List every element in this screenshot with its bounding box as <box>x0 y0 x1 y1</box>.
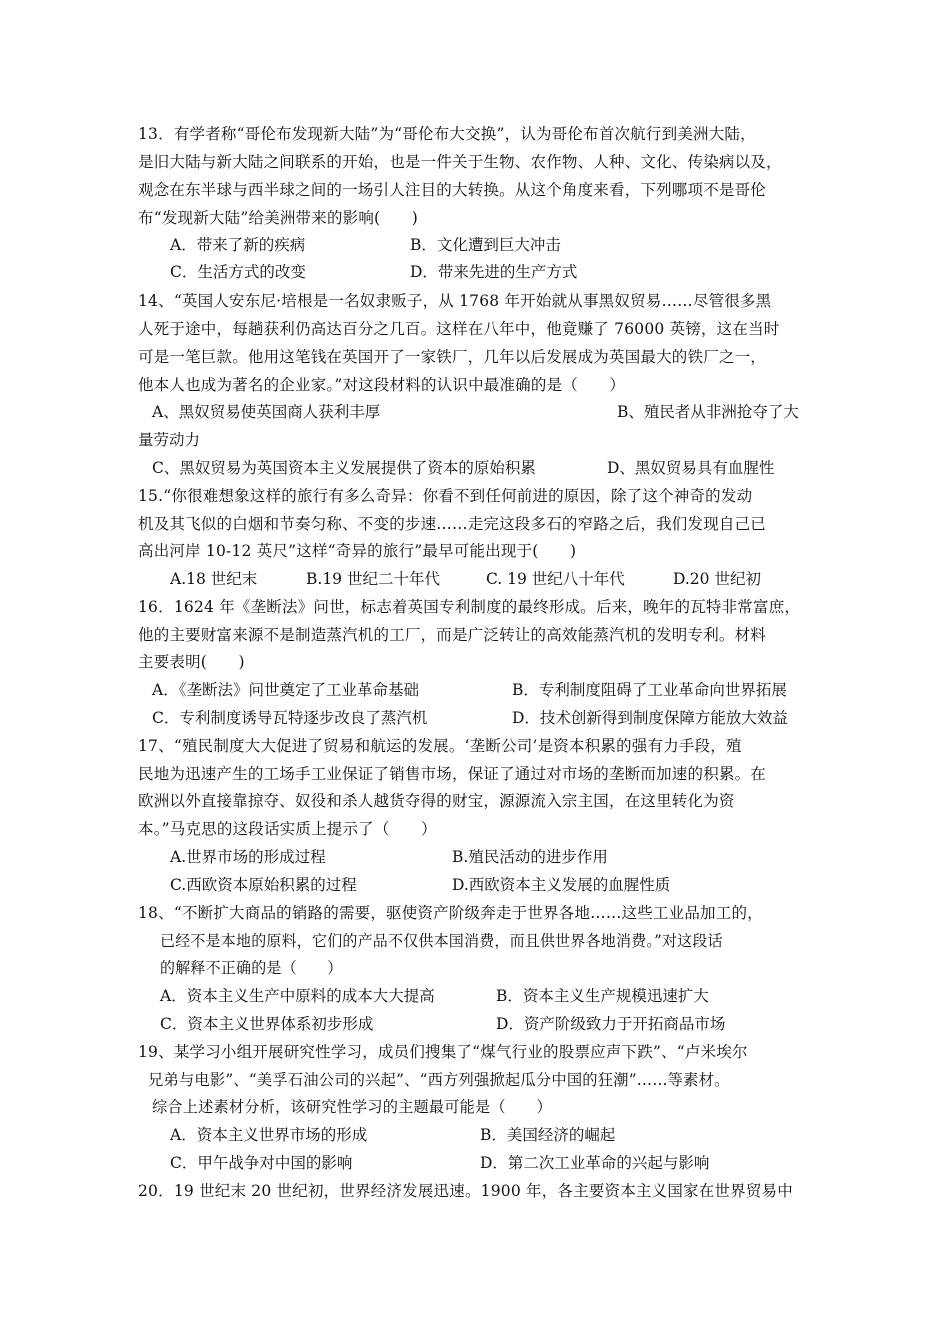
q19-option-d: D．第二次工业革命的兴起与影响 <box>480 1154 710 1172</box>
q17-option-b: B.殖民活动的进步作用 <box>452 848 608 866</box>
q13-line-2: 是旧大陆与新大陆之间联系的开始，也是一件关于生物、农作物、人种、文化、传染病以及， <box>138 153 782 171</box>
q15-line-2: 机及其飞似的白烟和节奏匀称、不变的步速……走完这段多石的窄路之后，我们发现自己已 <box>138 515 767 533</box>
q14-option-d: D、黑奴贸易具有血腥性 <box>607 459 775 477</box>
q17-option-c: C.西欧资本原始积累的过程 <box>170 876 357 894</box>
q13-line-4: 布“发现新大陆”给美洲带来的影响( ) <box>138 209 418 227</box>
q18-option-a: A．资本主义生产中原料的成本大大提高 <box>160 987 435 1005</box>
q15-option-b: B.19 世纪二十年代 <box>306 570 440 588</box>
q16-option-c: C．专利制度诱导瓦特逐步改良了蒸汽机 <box>152 709 428 727</box>
q14-line-3: 可是一笔巨款。他用这笔钱在英国开了一家铁厂，几年以后发展成为英国最大的铁厂之一， <box>138 348 767 366</box>
q17-line-4: 本。”马克思的这段话实质上提示了（ ） <box>138 820 437 838</box>
q14-option-b: B、殖民者从非洲抢夺了大 <box>617 403 799 421</box>
q16-line-3: 主要表明( ) <box>138 653 245 671</box>
q13-line-3: 观念在东半球与西半球之间的一场引人注目的大转换。从这个角度来看，下列哪项不是哥伦 <box>138 181 767 199</box>
q16-option-b: B．专利制度阻碍了工业革命向世界拓展 <box>512 681 787 699</box>
q19-line-2: 兄弟与电影”、“美孚石油公司的兴起”、“西方列强掀起瓜分中国的狂潮”……等素材。 <box>148 1071 730 1089</box>
q18-line-1: 18、“不断扩大商品的销路的需要，驱使资产阶级奔走于世界各地……这些工业品加工的， <box>138 904 763 922</box>
q14-line-1: 14、“英国人安东尼·培根是一名奴隶贩子，从 1768 年开始就从事黑奴贸易……尽管很多黑 <box>138 292 772 310</box>
q15-option-a: A.18 世纪末 <box>170 570 258 588</box>
q16-line-2: 他的主要财富来源不是制造蒸汽机的工厂，而是广泛转让的高效能蒸汽机的发明专利。材料 <box>138 626 767 644</box>
q17-option-a: A.世界市场的形成过程 <box>170 848 326 866</box>
q14-option-b-cont: 量劳动力 <box>138 431 201 449</box>
q17-line-2: 民地为迅速产生的工场手工业保证了销售市场，保证了通过对市场的垄断而加速的积累。在 <box>138 765 767 783</box>
q19-line-1: 19、某学习小组开展研究性学习，成员们搜集了“煤气行业的股票应声下跌”、“卢米埃尔 <box>138 1043 748 1061</box>
q19-option-a: A．资本主义世界市场的形成 <box>170 1126 368 1144</box>
q15-line-1: 15.“你很难想象这样的旅行有多么奇异：你看不到任何前进的原因，除了这个神奇的发动 <box>138 487 753 505</box>
q17-line-1: 17、“殖民制度大大促进了贸易和航运的发展。‘垄断公司’是资本积累的强有力手段，殖 <box>138 737 742 755</box>
q19-line-3: 综合上述素材分析，该研究性学习的主题最可能是（ ） <box>152 1098 552 1116</box>
q13-option-c: C．生活方式的改变 <box>170 263 306 281</box>
q16-line-1: 16．1624 年《垄断法》问世，标志着英国专利制度的最终形成。后来，晚年的瓦特非常富庶， <box>138 598 801 616</box>
q18-option-c: C．资本主义世界体系初步形成 <box>160 1015 374 1033</box>
q13-option-a: A．带来了新的疾病 <box>170 236 306 254</box>
q18-option-b: B．资本主义生产规模迅速扩大 <box>496 987 709 1005</box>
q20-line-1: 20．19 世纪末 20 世纪初，世界经济发展迅速。1900 年，各主要资本主义国家在世界贸易中 <box>138 1182 793 1200</box>
q15-line-3: 高出河岸 10-12 英尺”这样“奇异的旅行”最早可能出现于( ) <box>138 542 577 560</box>
q14-option-c: C、黑奴贸易为英国资本主义发展提供了资本的原始积累 <box>152 459 536 477</box>
q19-option-c: C．甲午战争对中国的影响 <box>170 1154 353 1172</box>
q14-line-2: 人死于途中，每趟获利仍高达百分之几百。这样在八年中，他竟赚了 76000 英镑，这在当时 <box>138 320 780 338</box>
q17-line-3: 欧洲以外直接靠掠夺、奴役和杀人越货夺得的财宝，源源流入宗主国，在这里转化为资 <box>138 792 735 810</box>
q14-option-a: A、黑奴贸易使英国商人获利丰厚 <box>152 403 381 421</box>
q18-line-2: 已经不是本地的原料，它们的产品不仅供本国消费，而且供世界各地消费。”对这段话 <box>160 932 723 950</box>
q13-option-d: D．带来先进的生产方式 <box>410 263 578 281</box>
q14-line-4: 他本人也成为著名的企业家。”对这段材料的认识中最准确的是（ ） <box>138 376 626 394</box>
q18-line-3: 的解释不正确的是（ ） <box>160 959 343 977</box>
q15-option-c: C. 19 世纪八十年代 <box>486 570 625 588</box>
q16-option-a: A．《垄断法》问世奠定了工业革命基础 <box>152 681 419 699</box>
q13-option-b: B．文化遭到巨大冲击 <box>410 236 561 254</box>
q19-option-b: B．美国经济的崛起 <box>480 1126 616 1144</box>
q16-option-d: D．技术创新得到制度保障方能放大效益 <box>512 709 788 727</box>
q15-option-d: D.20 世纪初 <box>673 570 761 588</box>
q13-line-1: 13．有学者称“哥伦布发现新大陆”为“哥伦布大交换”，认为哥伦布首次航行到美洲大陆， <box>138 125 756 143</box>
q18-option-d: D．资产阶级致力于开拓商品市场 <box>496 1015 726 1033</box>
q17-option-d: D.西欧资本主义发展的血腥性质 <box>452 876 671 894</box>
